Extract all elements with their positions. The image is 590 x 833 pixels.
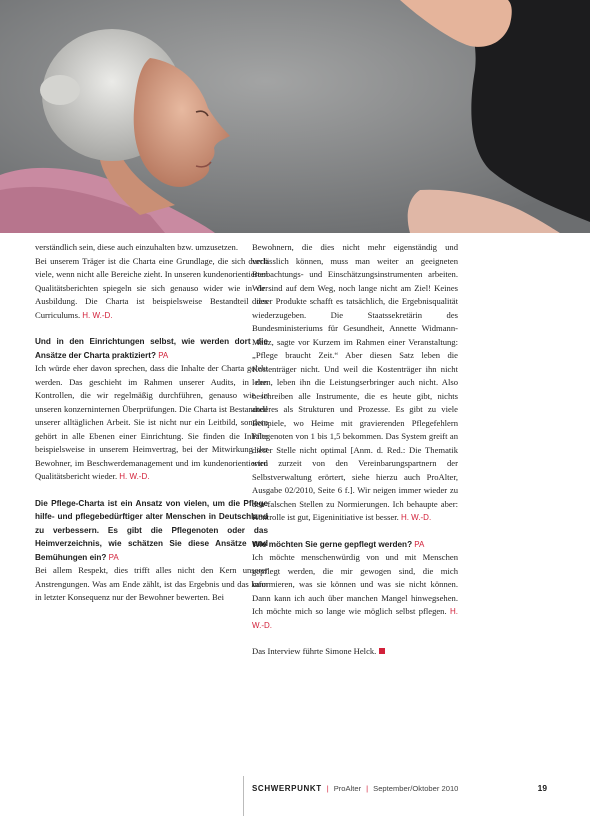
spacer (35, 484, 268, 497)
interview-question (35, 497, 268, 565)
interviewer-signature: PA (414, 539, 425, 549)
paragraph (35, 362, 268, 484)
paragraph-text: Bewohnern, die dies nicht mehr eigenständig und verlässlich können, muss man weiter an geeigneten Beobachtungs- und Einschätzungsinstrumenten arbeiten. Wir sind auf dem Weg, noch lange nicht am Ziel! Keines dieser Produkte schafft es tatsächlich, die Ergebnisqualität wiederzugeben. Die Staatssekretärin des Bundesministeriums für Gesundheit, Annette Widmann-Mauz, sagte vor Kurzem im Rahmen einer Veranstaltung: „Pflege braucht Zeit.“ Aber diesen Satz leben die Kostenträger nicht. Und weil die Kostenträger ihn nicht leben, leben ihn die Leistungserbringer auch nicht. Also beschreiben alle Instrumente, die es heute gibt, nichts anderes als Strukturen und Prozesse. Es gibt zu viele Beispiele, wo Heime mit gravierenden Pflegefehlern Pflegenoten von 1 bis 1,5 bekommen. Das System greift an dieser Stelle nicht optimal [Anm. d. Red.: Die Thematik wird zurzeit von den Vereinbarungspartnern der Selbstverwaltung erörtert, siehe hierzu auch ProAlter, Ausgabe 02/2010, Seite 6 f.]. Wir neigen immer wieder zu den falschen Stellen zu Normierungen. Ich behaupte aber: Kontrolle ist gut, Eigeninitiative ist besser. (252, 242, 458, 522)
elderly-woman-photo (0, 0, 590, 233)
spacer (252, 525, 458, 538)
speaker-signature: H. W.-D. (82, 310, 113, 320)
footer-separator: | (366, 783, 369, 793)
page-number: 19 (537, 783, 547, 793)
footer-magazine-name: ProAlter (333, 783, 362, 793)
credit-text: Das Interview führte Simone Helck. (252, 646, 377, 656)
interviewer-signature: PA (158, 350, 169, 360)
footer-section-label: SCHWERPUNKT (252, 783, 322, 793)
header-photo (0, 0, 590, 233)
footer-separator: | (326, 783, 329, 793)
paragraph (252, 551, 458, 632)
spacer (35, 322, 268, 335)
paragraph (35, 255, 268, 323)
paragraph-text: Ich möchte menschenwürdig von und mit Menschen gepflegt werden, die mir gewogen sind, die mich informieren, was sie können und was sie nicht können. Dann kann ich auch über manchen Mangel hinwegsehen. Ich möchte mich so lange wie möglich selbst pflegen. (252, 552, 458, 616)
speaker-signature: H. W.-D. (252, 607, 458, 630)
question-text: Die Pflege-Charta ist ein Ansatz von vielen, um die Pflege hilfe- und pflegebedürftiger alter Menschen in Deutschland zu verbessern. Es gibt die Pflegenoten oder das Heimverzeichnis, wie schätzen Sie diese Ansätze und Bemühungen ein? (35, 498, 268, 562)
article-column-left (35, 241, 268, 605)
paragraph-text: Bei unserem Träger ist die Charta eine Grundlage, die sich durch viele, wenn nicht alle Bereiche zieht. In unseren kundenorientierten Qualitätsberichten spiegeln sie sich genauso wider wie in der Ausbildung. Die Charta ist beispielsweise Bestandteil des Curriculums. (35, 255, 268, 320)
end-of-article-square-icon (379, 648, 385, 654)
spacer (252, 632, 458, 645)
question-text: Und in den Einrichtungen selbst, wie werden dort die Ansätze der Charta praktiziert? (35, 337, 268, 360)
article-column-right (252, 241, 458, 659)
interview-question (252, 538, 458, 552)
paragraph-text: Ich würde eher davon sprechen, dass die Inhalte der Charta gelebt werden. Das geschieht im Rahmen unserer Audits, in den Kontrollen, die wir regelmäßig durchführen, genauso wie in unseren konzerninternen Überprüfungen. Die Charta ist Bestandteil unserer alltäglichen Arbeit. Sie ist nicht nur ein Leitbild, sondern gehört in alle Ebenen einer Einrichtung. Sie finden die Inhalte beispielsweise in unserem Heimvertrag, bei der Mitwirkung der Bewohner, im Beschwerdemanagement und im kundenorientierten Qualitätsbericht wieder. (35, 363, 268, 481)
question-text: Wie möchten Sie gerne gepflegt werden? (252, 539, 413, 549)
paragraph: Bei allem Respekt, dies trifft alles nicht den Kern unserer Anstrengungen. Was am Ende zählt, ist das Ergebnis und das kann in letzter Konsequenz nur der Bewohner bewerten. Bei (35, 565, 268, 602)
speaker-signature: H. W.-D. (119, 472, 150, 481)
footer-issue: September/Oktober 2010 (373, 783, 459, 793)
paragraph (252, 241, 458, 525)
page-footer (252, 776, 547, 800)
interviewer-signature: PA (108, 552, 119, 562)
interview-question (35, 335, 268, 362)
speaker-signature: H. W.-D. (400, 513, 432, 522)
interview-credit (252, 645, 458, 659)
footer-divider (243, 776, 244, 816)
paragraph: verständlich sein, diese auch einzuhalten bzw. umzusetzen. (35, 242, 238, 252)
